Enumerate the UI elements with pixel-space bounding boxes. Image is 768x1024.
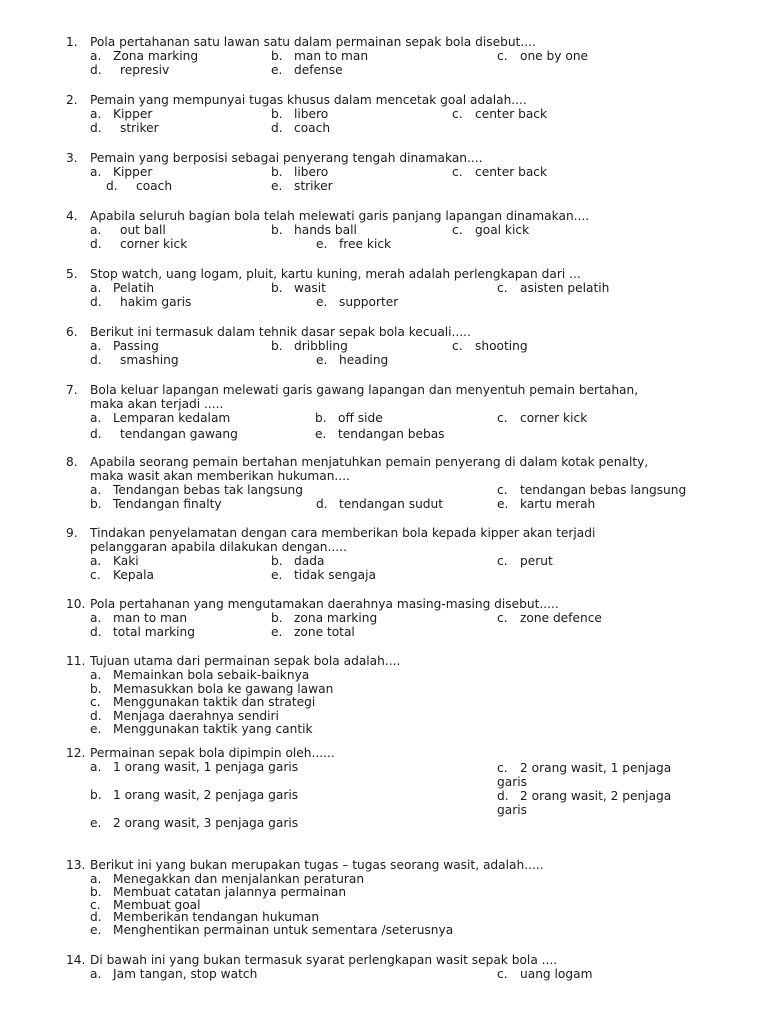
option-letter: b. <box>271 165 283 179</box>
option-d <box>90 710 279 722</box>
option-text: shooting <box>475 339 528 353</box>
option-text: Kipper <box>113 107 153 121</box>
option-text: dribbling <box>294 339 348 353</box>
option-letter: b. <box>271 223 283 237</box>
option-letter: c. <box>452 223 463 237</box>
option-text: zone total <box>294 624 355 639</box>
option-letter: c. <box>90 897 101 912</box>
option-a <box>90 873 364 885</box>
question-text: Apabila seluruh bagian bola telah melewati garis panjang lapangan dinamakan.... <box>90 209 590 223</box>
option-text: striker <box>120 120 159 135</box>
option-text: supporter <box>339 294 399 309</box>
option-c <box>90 696 315 708</box>
question-6 <box>66 326 746 367</box>
option-letter: c. <box>497 49 508 63</box>
option-text: Menjaga daerahnya sendiri <box>113 708 279 723</box>
option-text: tendangan gawang <box>120 426 238 441</box>
option-letter: b. <box>90 496 102 511</box>
option-text: total marking <box>113 624 195 639</box>
question-7 <box>66 384 746 441</box>
question-text: Bola keluar lapangan melewati garis gawang lapangan dan menyentuh pemain bertahan, <box>90 383 639 397</box>
option-text: represiv <box>120 62 170 77</box>
option-text: Membuat catatan jalannya permainan <box>113 884 347 899</box>
option-text: 2 orang wasit, 2 penjaga garis <box>497 789 672 817</box>
option-text: Tendangan bebas tak langsung <box>113 483 304 497</box>
option-letter: b. <box>90 681 102 696</box>
option-e <box>90 817 298 829</box>
option-b <box>90 886 346 898</box>
option-b <box>90 789 298 801</box>
question-4 <box>66 210 746 251</box>
option-a <box>90 224 166 236</box>
question-text-continued: pelanggaran apabila dilakukan dengan..... <box>90 540 347 554</box>
option-b <box>271 340 348 352</box>
option-text: Kaki <box>113 554 139 568</box>
option-text: asisten pelatih <box>520 281 610 295</box>
option-e <box>271 569 376 581</box>
question-number: 10. <box>66 597 86 611</box>
option-text: off side <box>338 411 383 425</box>
question-text: Permainan sepak bola dipimpin oleh...... <box>90 746 335 760</box>
option-text: tidak sengaja <box>294 567 376 582</box>
option-text: kartu merah <box>520 496 596 511</box>
option-c <box>90 899 201 911</box>
option-text: out ball <box>120 223 166 237</box>
option-c <box>452 166 547 178</box>
option-d <box>90 122 159 134</box>
option-text: Memainkan bola sebaik-baiknya <box>113 668 310 682</box>
option-text: dada <box>294 554 325 568</box>
option-letter: c. <box>497 411 508 425</box>
option-text: Zona marking <box>113 49 199 63</box>
question-number: 3. <box>66 151 78 165</box>
option-c <box>497 612 602 624</box>
option-letter: d. <box>271 120 283 135</box>
option-letter: e. <box>271 624 283 639</box>
option-c <box>497 555 553 567</box>
option-letter: d. <box>90 62 102 77</box>
option-text: wasit <box>294 281 326 295</box>
option-text: center back <box>475 165 548 179</box>
option-letter: a. <box>90 223 102 237</box>
question-number: 11. <box>66 654 86 668</box>
option-letter: c. <box>497 967 508 981</box>
option-letter: d. <box>90 294 102 309</box>
question-text: Stop watch, uang logam, pluit, kartu kuning, merah adalah perlengkapan dari ... <box>90 267 581 281</box>
question-text: Berikut ini termasuk dalam tehnik dasar sepak bola kecuali..... <box>90 325 471 339</box>
option-text: center back <box>475 107 548 121</box>
question-8 <box>66 456 746 511</box>
option-text: 2 orang wasit, 1 penjaga garis <box>497 761 672 789</box>
option-d <box>90 354 179 366</box>
question-text: Apabila seorang pemain bertahan menjatuhkan pemain penyerang di dalam kotak penalty, <box>90 455 649 469</box>
option-letter: e. <box>316 294 328 309</box>
option-a <box>90 484 303 496</box>
option-c <box>497 50 588 62</box>
option-b <box>271 612 377 624</box>
option-c <box>497 484 686 496</box>
question-5 <box>66 268 746 309</box>
option-text: zone defence <box>520 611 602 625</box>
option-letter: d. <box>90 426 102 441</box>
option-letter: e. <box>497 496 509 511</box>
option-text: Jam tangan, stop watch <box>113 967 258 981</box>
question-number: 4. <box>66 209 78 223</box>
option-a <box>90 555 139 567</box>
question-text-continued: maka akan terjadi ..... <box>90 397 224 411</box>
option-letter: a. <box>90 760 102 774</box>
question-number: 2. <box>66 93 78 107</box>
option-e <box>90 723 313 735</box>
question-text: Pemain yang mempunyai tugas khusus dalam mencetak goal adalah.... <box>90 93 527 107</box>
option-letter: b. <box>271 281 283 295</box>
option-letter: d. <box>90 352 102 367</box>
option-text: one by one <box>520 49 589 63</box>
question-9 <box>66 527 746 582</box>
option-c <box>452 224 529 236</box>
option-letter: c. <box>497 761 508 775</box>
option-c <box>452 340 528 352</box>
option-text: Pelatih <box>113 281 155 295</box>
question-text: Pemain yang berposisi sebagai penyerang tengah dinamakan.... <box>90 151 483 165</box>
question-text-continued: maka wasit akan memberikan hukuman.... <box>90 469 350 483</box>
option-b <box>271 224 357 236</box>
option-d <box>497 789 682 817</box>
question-number: 5. <box>66 267 78 281</box>
option-a <box>90 340 159 352</box>
question-2 <box>66 94 746 135</box>
question-number: 1. <box>66 35 78 49</box>
option-a <box>90 412 230 424</box>
option-letter: d. <box>90 624 102 639</box>
option-letter: d. <box>90 236 102 251</box>
option-text: Menggunakan taktik dan strategi <box>113 695 316 709</box>
question-text: Di bawah ini yang bukan termasuk syarat perlengkapan wasit sepak bola .... <box>90 953 558 967</box>
option-text: tendangan bebas <box>338 426 445 441</box>
option-text: perut <box>520 554 553 568</box>
option-text: zona marking <box>294 611 378 625</box>
question-text: Pola pertahanan satu lawan satu dalam permainan sepak bola disebut.... <box>90 35 536 49</box>
option-a <box>90 612 187 624</box>
option-letter: d. <box>90 708 102 723</box>
option-a <box>90 282 154 294</box>
option-a <box>90 968 257 980</box>
option-letter: c. <box>452 165 463 179</box>
option-text: Menggunakan taktik yang cantik <box>113 722 313 736</box>
option-letter: b. <box>90 788 102 802</box>
option-a <box>90 669 309 681</box>
option-b <box>90 683 333 695</box>
option-letter: b. <box>315 411 327 425</box>
question-11 <box>66 655 746 737</box>
option-letter: d. <box>90 120 102 135</box>
option-text: 1 orang wasit, 2 penjaga garis <box>113 788 299 802</box>
option-letter: d. <box>497 789 509 803</box>
option-text: Menghentikan permainan untuk sementara /seterusnya <box>113 923 454 938</box>
question-3 <box>66 152 746 193</box>
option-d <box>90 569 154 581</box>
option-text: hakim garis <box>120 294 192 309</box>
option-letter: d. <box>316 496 328 511</box>
option-letter: e. <box>90 816 102 830</box>
option-letter: e. <box>90 722 102 736</box>
option-text: tendangan sudut <box>339 496 444 511</box>
option-text: Passing <box>113 339 159 353</box>
option-text: Tendangan finalty <box>113 496 222 511</box>
question-number: 7. <box>66 383 78 397</box>
option-d <box>90 296 191 308</box>
question-number: 12. <box>66 746 86 760</box>
option-text: Kepala <box>113 567 154 582</box>
option-letter: a. <box>90 554 102 568</box>
option-letter: d. <box>90 910 102 925</box>
option-text: libero <box>294 165 329 179</box>
option-c <box>452 108 547 120</box>
option-letter: a. <box>90 281 102 295</box>
option-text: Membuat goal <box>113 897 201 912</box>
option-letter: e. <box>316 352 328 367</box>
option-text: corner kick <box>120 236 188 251</box>
question-text: Berikut ini yang bukan merupakan tugas – tugas seorang wasit, adalah..... <box>90 858 544 872</box>
option-e <box>316 354 388 366</box>
option-letter: c. <box>497 554 508 568</box>
option-a <box>90 50 198 62</box>
option-letter: c. <box>90 567 101 582</box>
option-letter: a. <box>90 339 102 353</box>
option-letter: c. <box>452 339 463 353</box>
option-letter: c. <box>452 107 463 121</box>
option-letter: e. <box>316 236 328 251</box>
option-letter: c. <box>497 611 508 625</box>
option-e <box>271 64 343 76</box>
option-letter: a. <box>90 872 102 886</box>
question-number: 8. <box>66 455 78 469</box>
option-text: man to man <box>113 611 188 625</box>
option-letter: a. <box>90 411 102 425</box>
option-letter: a. <box>90 165 102 179</box>
option-letter: a. <box>90 967 102 981</box>
option-text: uang logam <box>520 967 593 981</box>
question-text: Pola pertahanan yang mengutamakan daerahnya masing-masing disebut..... <box>90 597 559 611</box>
option-text: coach <box>136 178 173 193</box>
question-number: 6. <box>66 325 78 339</box>
option-text: Menegakkan dan menjalankan peraturan <box>113 872 365 886</box>
option-text: tendangan bebas langsung <box>520 483 687 497</box>
option-letter: c. <box>90 695 101 709</box>
option-letter: e. <box>271 567 283 582</box>
question-number: 14. <box>66 953 86 967</box>
option-b <box>90 498 222 510</box>
option-e <box>315 428 445 440</box>
option-letter: e. <box>271 178 283 193</box>
option-text: Lemparan kedalam <box>113 411 231 425</box>
option-text: free kick <box>339 236 392 251</box>
option-letter: b. <box>90 884 102 899</box>
option-text: hands ball <box>294 223 357 237</box>
question-10 <box>66 598 746 639</box>
option-b <box>271 282 326 294</box>
option-c <box>497 412 587 424</box>
option-text: striker <box>294 178 333 193</box>
question-number: 9. <box>66 526 78 540</box>
option-e <box>90 924 453 936</box>
option-d <box>106 180 172 192</box>
option-d <box>90 911 319 923</box>
option-e <box>497 498 595 510</box>
question-1 <box>66 36 746 77</box>
question-text: Tindakan penyelamatan dengan cara memberikan bola kepada kipper akan terjadi <box>90 526 596 540</box>
option-text: libero <box>294 107 329 121</box>
option-letter: a. <box>90 107 102 121</box>
option-letter: c. <box>497 281 508 295</box>
option-b <box>271 166 328 178</box>
option-text: defense <box>294 62 343 77</box>
option-text: Memberikan tendangan hukuman <box>113 910 320 925</box>
option-text: smashing <box>120 352 179 367</box>
option-letter: a. <box>90 483 102 497</box>
option-d <box>90 428 238 440</box>
option-b <box>315 412 383 424</box>
option-c <box>497 968 592 980</box>
option-d <box>90 626 195 638</box>
option-e <box>316 238 391 250</box>
question-12 <box>66 747 746 831</box>
option-c <box>497 282 609 294</box>
option-letter: b. <box>271 554 283 568</box>
option-text: goal kick <box>475 223 530 237</box>
option-letter: b. <box>271 339 283 353</box>
option-a <box>90 761 298 773</box>
option-letter: b. <box>271 611 283 625</box>
option-e <box>271 626 355 638</box>
option-d <box>90 238 187 250</box>
option-text: man to man <box>294 49 369 63</box>
option-letter: e. <box>271 62 283 77</box>
option-letter: c. <box>497 483 508 497</box>
option-b <box>271 555 324 567</box>
option-text: heading <box>339 352 389 367</box>
option-b <box>271 108 328 120</box>
option-text: corner kick <box>520 411 588 425</box>
question-13 <box>66 859 746 937</box>
option-letter: d. <box>106 178 118 193</box>
question-text: Tujuan utama dari permainan sepak bola adalah.... <box>90 654 401 668</box>
option-d <box>90 64 169 76</box>
option-b <box>271 50 368 62</box>
option-a <box>90 166 152 178</box>
option-c <box>497 761 682 789</box>
option-letter: e. <box>315 426 327 441</box>
option-text: 1 orang wasit, 1 penjaga garis <box>113 760 299 774</box>
option-e <box>271 122 330 134</box>
option-text: Kipper <box>113 165 153 179</box>
option-letter: a. <box>90 611 102 625</box>
question-number: 13. <box>66 858 86 872</box>
question-14 <box>66 954 746 982</box>
option-letter: a. <box>90 49 102 63</box>
option-letter: b. <box>271 49 283 63</box>
option-e <box>271 180 333 192</box>
option-e <box>316 296 398 308</box>
option-a <box>90 108 152 120</box>
option-text: coach <box>294 120 331 135</box>
option-text: Memasukkan bola ke gawang lawan <box>113 681 334 696</box>
option-d <box>316 498 443 510</box>
option-text: 2 orang wasit, 3 penjaga garis <box>113 816 299 830</box>
option-letter: b. <box>271 107 283 121</box>
option-letter: e. <box>90 923 102 938</box>
option-letter: a. <box>90 668 102 682</box>
